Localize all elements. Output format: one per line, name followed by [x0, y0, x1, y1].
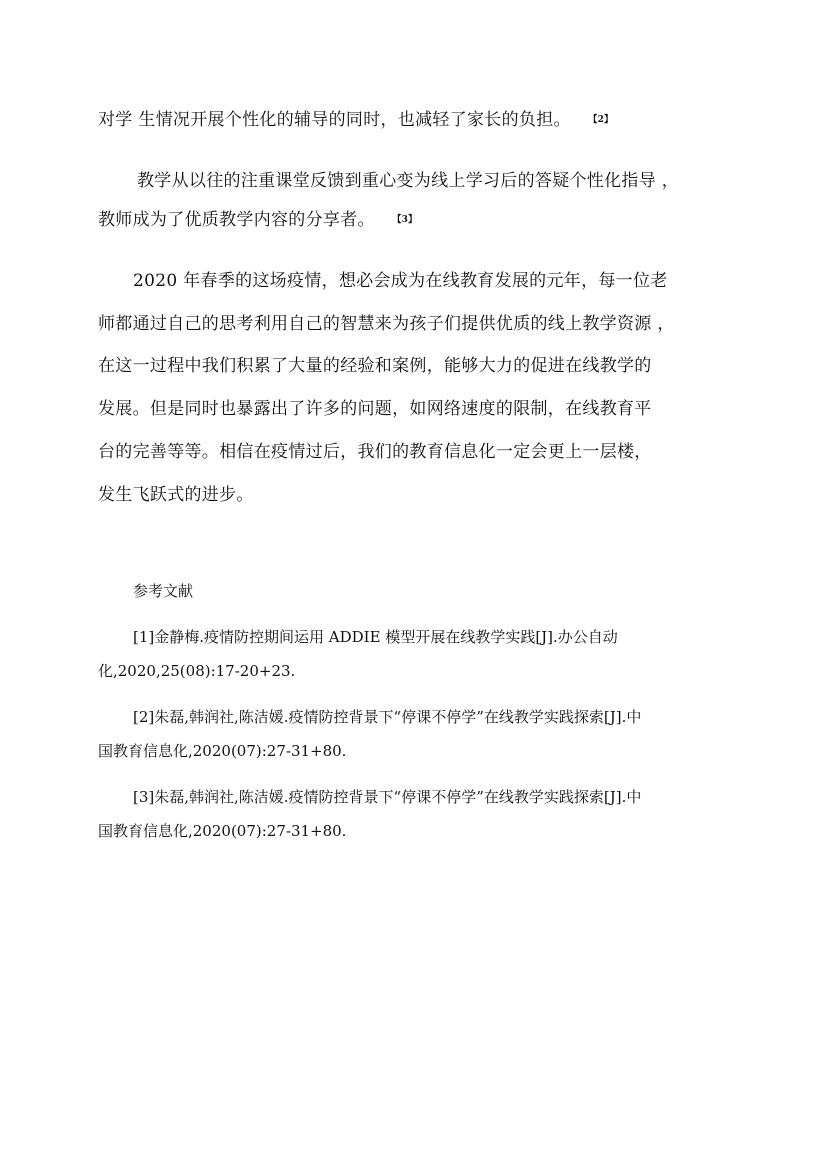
paragraph-1-line-1 [98, 109, 613, 131]
reference-1-line-2: 化,2020,25(08):17-20+23. [98, 662, 296, 680]
paragraph-2-text: 教师成为了优质教学内容的分享者。 [98, 210, 375, 230]
citation-2: 【2】 [592, 115, 614, 125]
paragraph-3-line-2: 师都通过自己的思考利用自己的智慧来为孩子们提供优质的线上教学资源 ， [98, 314, 675, 334]
paragraph-1-text: 对学 生情况开展个性化的辅导的同时，也减轻了家长的负担。 [98, 110, 571, 130]
paragraph-3-line-4: 发展。但是同时也暴露出了许多的问题，如网络速度的限制，在线教育平 [98, 399, 652, 419]
reference-3-line-1: [3]朱磊,韩润社,陈洁媛.疫情防控背景下“停课不停学”在线教学实践探索[J].中 [133, 788, 642, 806]
paragraph-3-line-5: 台的完善等等。相信在疫情过后，我们的教育信息化一定会更上一层楼， [98, 442, 652, 462]
reference-2-line-1: [2]朱磊,韩润社,陈洁媛.疫情防控背景下“停课不停学”在线教学实践探索[J].中 [133, 708, 642, 726]
references-heading: 参考文献 [133, 582, 194, 600]
paragraph-3-line-3: 在这一过程中我们积累了大量的经验和案例，能够大力的促进在线教学的 [98, 356, 652, 376]
reference-2-line-2: 国教育信息化,2020(07):27-31+80. [98, 742, 347, 760]
citation-3: 【3】 [396, 215, 418, 225]
paragraph-3-line-1: 2020 年春季的这场疫情，想必会成为在线教育发展的元年，每一位老 [133, 271, 668, 291]
reference-1-line-1: [1]金静梅.疫情防控期间运用 ADDIE 模型开展在线教学实践[J].办公自动 [133, 628, 618, 646]
paragraph-3-line-6: 发生飞跃式的进步。 [98, 485, 254, 505]
paragraph-2-line-1: 教学从以往的注重课堂反馈到重心变为线上学习后的答疑个性化指导 ， [137, 171, 680, 191]
paragraph-2-line-2 [98, 209, 417, 231]
reference-3-line-2: 国教育信息化,2020(07):27-31+80. [98, 822, 347, 840]
